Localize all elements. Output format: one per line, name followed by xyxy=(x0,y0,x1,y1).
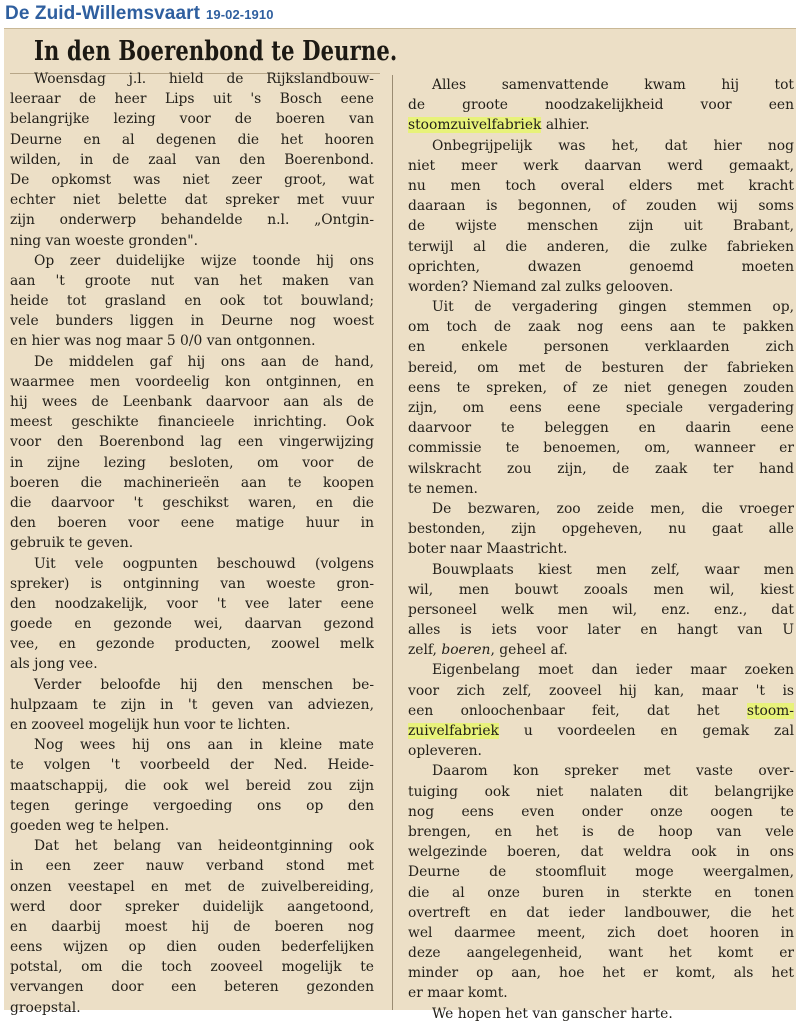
article-text-line: om toch de zaak nog eens aan te pakken xyxy=(408,319,794,336)
article-text-line: aan 't groote nut van het maken van xyxy=(10,272,374,289)
article-text-line: den boeren voor eene matige huur in xyxy=(10,515,374,532)
article-text-line: te nemen. xyxy=(408,480,478,497)
article-text-line: te volgen 't voorbeeld der Ned. Heide- xyxy=(10,757,374,774)
article-text-line: die al onze buren in sterkte en tonen xyxy=(408,884,794,901)
article-text-line xyxy=(408,115,794,135)
article-text-line: en enkele personen verklaarden zich xyxy=(408,339,794,356)
article-text-line: Deurne de stoomfluit moge weergalmen, xyxy=(408,864,794,881)
article-text-line: voor zich zelf, zooveel hij kan, maar 't is xyxy=(408,682,794,699)
article-text-line: heide tot grasland en ook tot bouwland; xyxy=(10,293,374,310)
emphasized-word: boeren xyxy=(441,642,491,659)
article-text-line: personeel welk men wil, enz. enz., dat xyxy=(408,601,794,618)
article-text-line: wel daarmee meent, zich doet hooren in xyxy=(408,924,794,941)
article-text-line: De bezwaren, zoo zeide men, die vroeger xyxy=(432,500,794,517)
article-text-line: hulpzaam te zijn in 't geven van adviezen, xyxy=(10,696,374,713)
article-text-line: en hier was nog maar 5 0/0 van ontgonnen. xyxy=(10,333,316,350)
article-text-line: vele bunders liggen in Deurne nog woest xyxy=(10,313,374,330)
article-text-line: brengen, en het is de hoop van vele xyxy=(408,823,794,840)
article-text-line: in zijne lezing besloten, om voor de xyxy=(10,454,374,471)
article-text-line: wilden, in de zaal van den Boerenbond. xyxy=(10,151,374,168)
publication-name: De Zuid-Willemsvaart 19-02-1910 xyxy=(5,3,274,24)
article-text-line: worden? Niemand zal zulks gelooven. xyxy=(408,278,674,295)
article-text-line: De opkomst was niet zeer groot, wat xyxy=(10,171,374,188)
article-text-line: zijn, om eens eene speciale vergadering xyxy=(408,400,794,416)
highlighted-term: zuivelfabriek xyxy=(408,723,499,739)
article-text-line: goede en gezonde wei, daarvan gezond xyxy=(10,616,374,633)
article-text-line xyxy=(408,701,794,721)
article-text-line: in een zeer nauw verband stond met xyxy=(10,858,374,875)
article-text-line: eens te spreken, of ze niet genegen zouden xyxy=(408,379,794,396)
article-text-line xyxy=(408,721,794,741)
article-text-line: opleveren. xyxy=(408,743,482,760)
article-text-line: en zooveel mogelijk hun voor te lichten. xyxy=(10,717,291,733)
article-text-line: Op zeer duidelijke wijze toonde hij ons xyxy=(34,252,374,269)
article-text-line: bestonden, zijn opgeheven, nu gaat alle xyxy=(408,521,794,538)
article-text-line: Bouwplaats kiest men zelf, waar men xyxy=(432,561,794,578)
article-text-line: groepstal. xyxy=(10,999,81,1016)
article-text-line: leeraar de heer Lips uit 's Bosch eene xyxy=(10,91,374,108)
article-column-right xyxy=(408,75,794,1022)
article-text-line: meest geschikte financieele inrichting. Ook xyxy=(10,414,374,431)
article-text-line: gebruik te geven. xyxy=(10,535,134,552)
article-text-line: Nog wees hij ons aan in kleine mate xyxy=(34,737,374,754)
article-text-line: echter niet belette dat spreker met vuur xyxy=(10,192,374,209)
article-text-line: oprichten, dwazen genoemd moeten xyxy=(408,258,794,275)
article-text-line: wil, men bouwt zooals men wil, kiest xyxy=(408,581,794,598)
article-text-line: daaraan is begonnen, of zouden wij soms xyxy=(408,198,794,215)
article-text-line: vee, en gezonde producten, zoowel melk xyxy=(10,636,374,653)
article-text-line: spreker) is ontginning van woeste gron- xyxy=(10,575,374,592)
article-text-line: niet meer werk daarvan werd gemaakt, xyxy=(408,157,794,174)
article-text-line: vervangen door een beteren gezonden xyxy=(10,979,374,996)
article-text-line: overtreft en dat ieder landbouwer, die het xyxy=(408,904,794,921)
highlighted-term: stoomzuivelfabriek xyxy=(408,117,542,134)
newspaper-clipping xyxy=(4,28,796,1022)
text-segment: u voordeelen en gemak zal xyxy=(498,723,794,739)
article-text-line: de wijste menschen zijn uit Brabant, xyxy=(408,218,794,235)
article-title: In den Boerenbond te Deurne. xyxy=(34,36,398,67)
article-text-line: wilskracht zou zijn, de zaak ter hand xyxy=(408,460,794,477)
publication-date: 19-02-1910 xyxy=(206,7,274,22)
article-text-line: Uit de vergadering gingen stemmen op, xyxy=(432,299,794,316)
article-text-line: De middelen gaf hij ons aan de hand, xyxy=(34,353,374,370)
article-text-line: belangrijke lezing voor de boeren van xyxy=(10,111,374,128)
article-text-line: maatschappij, die ook wel bereid zou zijn xyxy=(10,777,374,794)
article-text-line: en daarbij moest hij de boeren nog xyxy=(10,918,374,935)
article-text-line: nog eens even onder onze oogen te xyxy=(408,803,794,820)
article-text-line: potstal, om die toch zooveel mogelijk te xyxy=(10,959,374,976)
text-segment: een onloochenbaar feit, dat het xyxy=(408,702,747,719)
article-text-line: onzen veestapel en met de zuivelbereiding, xyxy=(10,878,374,895)
article-text-line: hij wees de Leenbank daarvoor aan als de xyxy=(10,394,374,410)
article-text-line: waarmee men voordeelig kon ontginnen, en xyxy=(10,373,374,390)
text-segment: alhier. xyxy=(541,117,590,134)
article-text-line: voor den Boerenbond lag een vingerwijzing xyxy=(10,434,374,451)
article-text-line: als jong vee. xyxy=(10,656,98,673)
article-text-line: welgezinde boeren, dat weldra ook in ons xyxy=(408,844,794,861)
article-text-line: ning van woeste gronden". xyxy=(10,232,199,249)
article-text-line: Daarom kon spreker met vaste over- xyxy=(432,763,794,780)
article-text-line: boter naar Maastricht. xyxy=(408,541,568,558)
article-text-line: alles is iets voor later en hangt van U xyxy=(408,622,794,639)
article-text-line: minder op aan, hoe het er komt, als het xyxy=(408,965,794,982)
text-segment: , geheel af. xyxy=(490,642,568,659)
article-text-line xyxy=(408,640,794,660)
article-text-line: er maar komt. xyxy=(408,985,508,1002)
text-segment: zelf, xyxy=(408,642,442,659)
article-text-line: die daarvoor 't geschikst waren, en die xyxy=(10,494,374,511)
column-divider xyxy=(392,75,393,1010)
article-column-left xyxy=(10,69,374,1016)
article-text-line: tuiging ook niet nalaten dit belangrijke xyxy=(408,783,794,800)
article-text-line: Eigenbelang moet dan ieder maar zoeken xyxy=(432,662,794,679)
article-text-line: goeden weg te helpen. xyxy=(10,817,170,834)
article-text-line: boeren die machinerieën aan te koopen xyxy=(10,474,374,491)
article-text-line: de groote noodzakelijkheid voor een xyxy=(408,97,794,114)
article-text-line: Alles samenvattende kwam hij tot xyxy=(432,77,794,93)
article-text-line: Uit vele oogpunten beschouwd (volgens xyxy=(34,555,374,572)
highlighted-term: stoom- xyxy=(746,702,794,719)
article-text-line: nu men toch overal elders met kracht xyxy=(408,177,794,194)
article-text-line: Verder beloofde hij den menschen be- xyxy=(34,676,374,693)
article-text-line: Woensdag j.l. hield de Rijkslandbouw- xyxy=(34,71,374,87)
article-text-line: werd door spreker duidelijk aangetoond, xyxy=(10,898,374,915)
article-text-line: We hopen het van ganscher harte. xyxy=(432,1005,673,1022)
article-text-line: den noodzakelijk, voor 't vee later eene xyxy=(10,595,374,612)
article-text-line: zijn onderwerp behandelde n.l. „Ontgin- xyxy=(10,212,374,229)
article-text-line: deze aangelegenheid, want het komt er xyxy=(408,945,794,962)
clipping-header xyxy=(0,0,800,28)
article-text-line: terwijl al die anderen, die zulke fabrieken xyxy=(408,238,794,255)
article-text-line: tegen geringe vergoeding ons op den xyxy=(10,797,374,814)
article-text-line: Onbegrijpelijk was het, dat hier nog xyxy=(432,137,794,154)
article-text-line: bereid, om met de besturen der fabrieken xyxy=(408,359,794,376)
article-text-line: daarvoor te beleggen en daarin eene xyxy=(408,420,794,437)
article-text-line: Deurne en al degenen die het hooren xyxy=(10,131,374,148)
article-text-line: eens wijzen op dien ouden bederfelijken xyxy=(10,939,374,956)
article-text-line: Dat het belang van heideontginning ook xyxy=(34,838,374,855)
article-text-line: commissie te benoemen, om, wanneer er xyxy=(408,440,794,457)
